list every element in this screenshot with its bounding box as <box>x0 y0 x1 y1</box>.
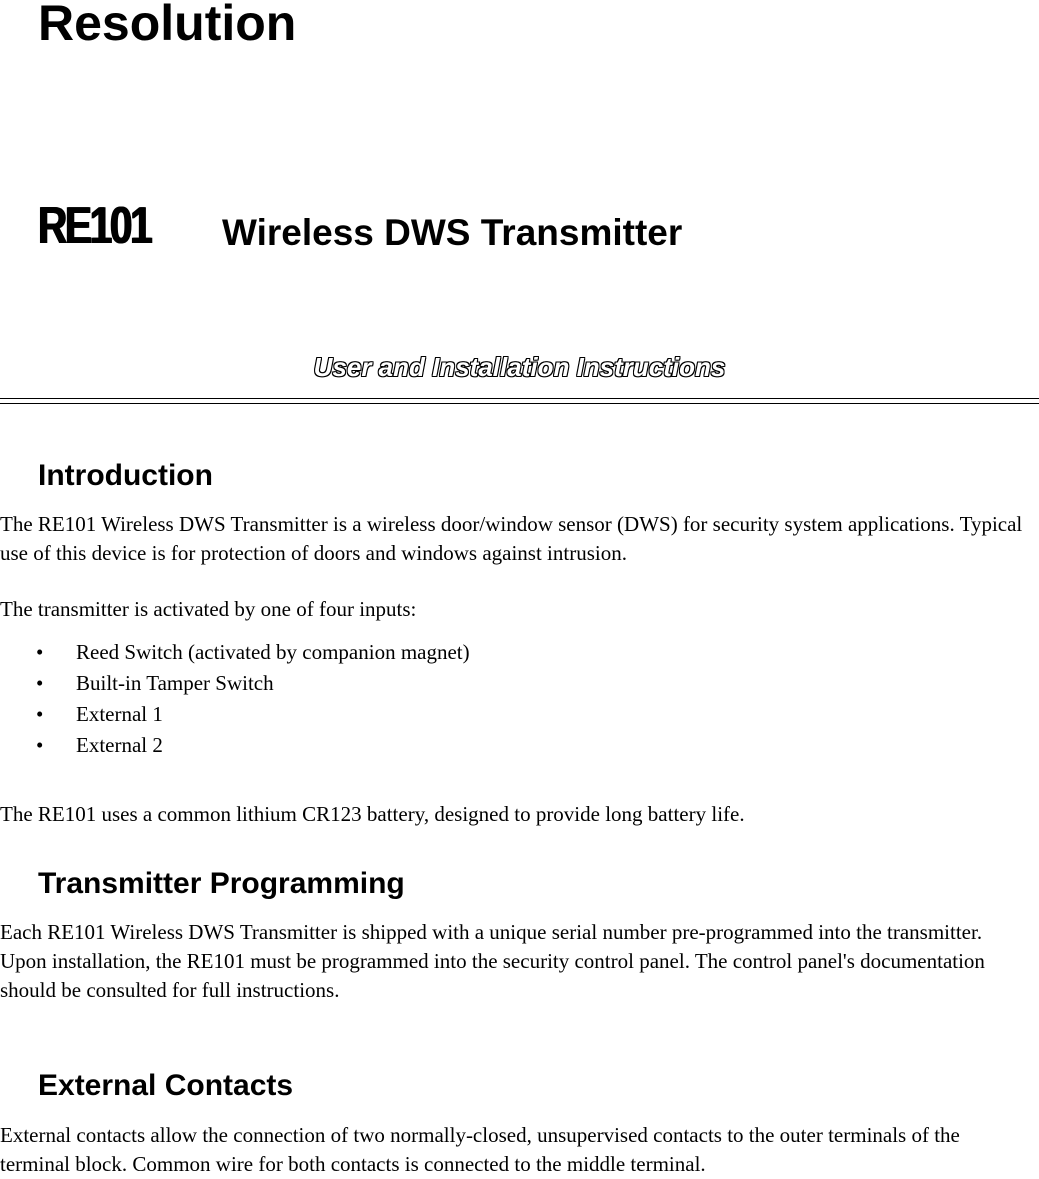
list-item-label: External 2 <box>76 733 163 757</box>
programming-heading: Transmitter Programming <box>38 867 405 900</box>
list-item-label: Reed Switch (activated by companion magnet) <box>76 640 470 664</box>
list-item-label: Built-in Tamper Switch <box>76 671 274 695</box>
document-subtitle: User and Installation Instructions <box>313 352 726 382</box>
external-contacts-paragraph: External contacts allow the connection of two normally-closed, unsupervised contacts to the outer terminals of the terminal block. Common wire for both contacts is connected to the middle terminal. <box>0 1123 960 1176</box>
list-item <box>0 699 470 730</box>
introduction-paragraph-2: The transmitter is activated by one of four inputs: <box>0 597 417 621</box>
header-divider <box>0 398 1039 404</box>
introduction-paragraph-3: The RE101 uses a common lithium CR123 battery, designed to provide long battery life. <box>0 802 745 826</box>
introduction-paragraph-1: The RE101 Wireless DWS Transmitter is a wireless door/window sensor (DWS) for security system applications. Typical use of this device is for protection of doors and windows against intrusion. <box>0 512 1023 565</box>
bullet-icon: • <box>36 671 44 695</box>
bullet-icon: • <box>36 733 44 757</box>
list-item-label: External 1 <box>76 702 163 726</box>
model-logo: RE101 <box>38 197 151 255</box>
bullet-icon: • <box>36 702 44 726</box>
brand-title: Resolution <box>38 0 297 51</box>
external-contacts-heading: External Contacts <box>38 1069 294 1102</box>
inputs-list <box>0 637 470 761</box>
product-title: Wireless DWS Transmitter <box>222 212 683 253</box>
introduction-heading: Introduction <box>38 459 213 492</box>
list-item <box>0 668 470 699</box>
programming-paragraph: Each RE101 Wireless DWS Transmitter is shipped with a unique serial number pre-programmed into the transmitter. Upon installation, the RE101 must be programmed into the security control panel. The control panel's documentation should be consulted for full instructions. <box>0 920 985 1002</box>
list-item <box>0 637 470 668</box>
list-item <box>0 730 470 761</box>
bullet-icon: • <box>36 640 44 664</box>
